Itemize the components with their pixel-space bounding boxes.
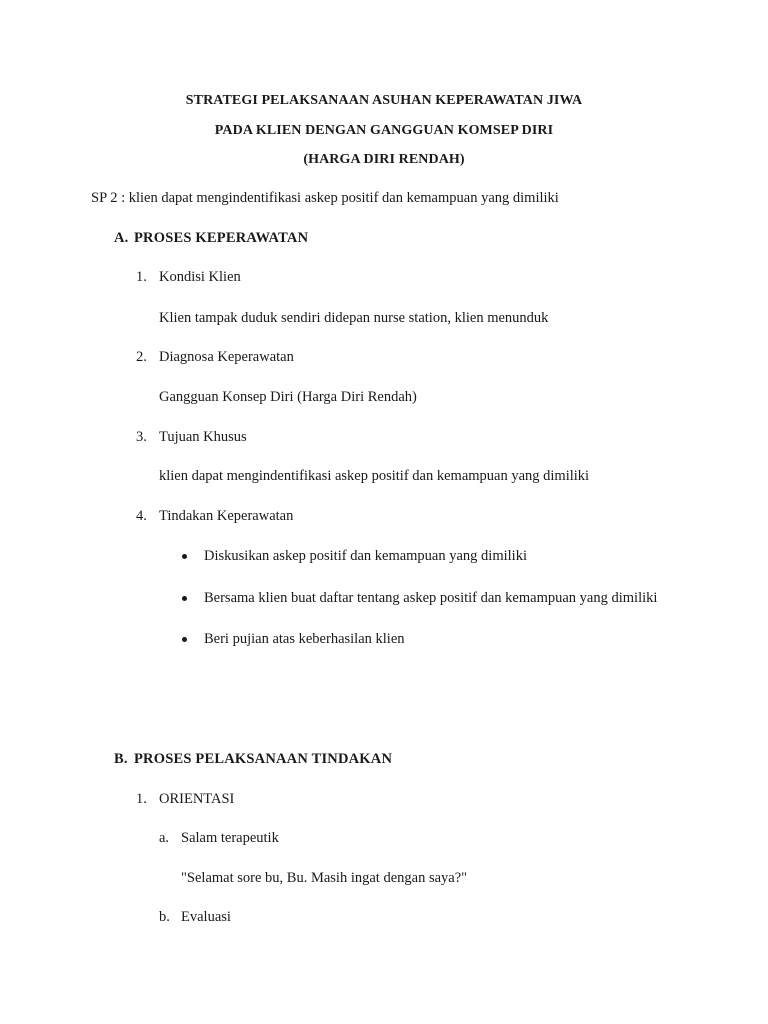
item-number: 1.	[136, 791, 147, 807]
item-number: 4.	[136, 508, 147, 524]
bullet-icon	[182, 554, 187, 559]
sp-statement: SP 2 : klien dapat mengindentifikasi askep positif dan kemampuan yang dimiliki	[91, 190, 559, 206]
document-title-line-1: STRATEGI PELAKSANAAN ASUHAN KEPERAWATAN JIWA	[185, 93, 583, 108]
item-body-diagnosa: Gangguan Konsep Diri (Harga Diri Rendah)	[159, 389, 417, 405]
item-heading-tujuan-khusus: Tujuan Khusus	[159, 429, 247, 445]
item-heading-kondisi-klien: Kondisi Klien	[159, 269, 241, 285]
item-body-tujuan-khusus: klien dapat mengindentifikasi askep positif dan kemampuan yang dimiliki	[159, 468, 590, 484]
item-heading-diagnosa: Diagnosa Keperawatan	[159, 349, 294, 365]
section-a-marker: A.	[114, 230, 129, 246]
section-a-title: PROSES KEPERAWATAN	[134, 230, 309, 246]
section-b-title: PROSES PELAKSANAAN TINDAKAN	[134, 751, 393, 767]
subitem-heading-salam: Salam terapeutik	[181, 830, 279, 846]
document-title-line-2: PADA KLIEN DENGAN GANGGUAN KOMSEP DIRI	[214, 123, 554, 138]
item-number: 1.	[136, 269, 147, 285]
bullet-icon	[182, 596, 187, 601]
bullet-item: Beri pujian atas keberhasilan klien	[204, 631, 405, 647]
item-heading-tindakan: Tindakan Keperawatan	[159, 508, 294, 524]
document-title-line-3: (HARGA DIRI RENDAH)	[303, 152, 465, 167]
item-number: 3.	[136, 429, 147, 445]
bullet-item: Bersama klien buat daftar tentang askep positif dan kemampuan yang dimiliki	[204, 590, 658, 606]
subitem-letter: a.	[159, 830, 170, 846]
subitem-heading-evaluasi: Evaluasi	[181, 909, 231, 925]
bullet-icon	[182, 637, 187, 642]
item-body-kondisi-klien: Klien tampak duduk sendiri didepan nurse station, klien menunduk	[159, 310, 549, 326]
section-b-marker: B.	[114, 751, 128, 767]
item-number: 2.	[136, 349, 147, 365]
item-heading-orientasi: ORIENTASI	[159, 791, 235, 807]
subitem-letter: b.	[159, 909, 170, 925]
subitem-quote-salam: "Selamat sore bu, Bu. Masih ingat dengan saya?"	[181, 870, 468, 886]
bullet-item: Diskusikan askep positif dan kemampuan yang dimiliki	[204, 548, 527, 564]
